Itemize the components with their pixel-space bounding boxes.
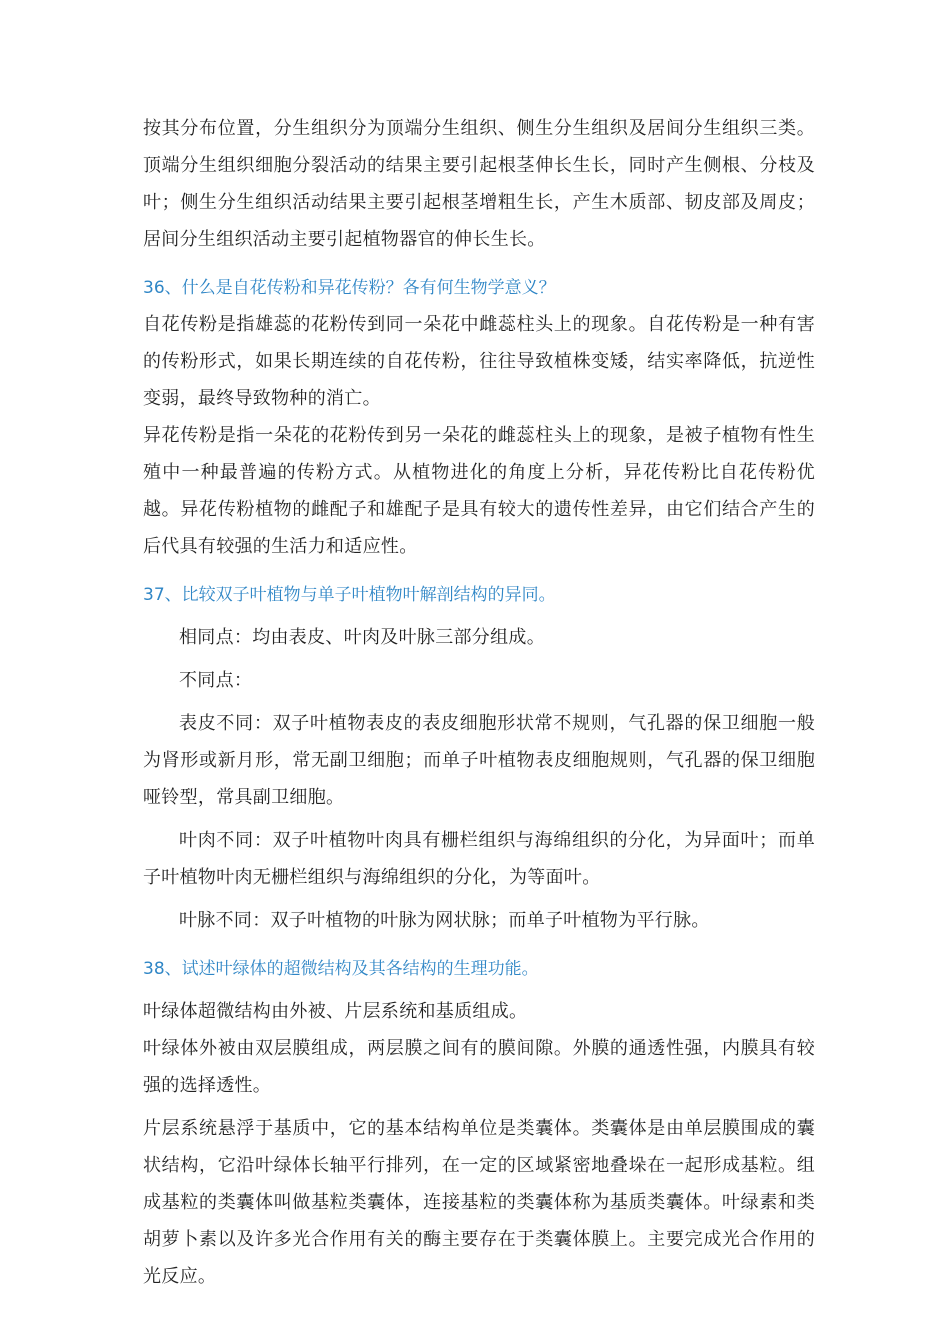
paragraph-differences-label: 不同点： <box>179 670 253 691</box>
document-page <box>143 110 815 1295</box>
paragraph-chloroplast-ultrastructure: 叶绿体超微结构由外被、片层系统和基质组成。 <box>143 1001 528 1022</box>
paragraph-cross-pollination: 异花传粉是指一朵花的花粉传到另一朵花的雌蕊柱头上的现象，是被子植物有性生殖中一种最普遍的传粉方式。从植物进化的角度上分析，异花传粉比自花传粉优越。异花传粉植物的雌配子和雄配子是具有较大的遗传性差异，由它们结合产生的后代具有较强的生活力和适应性。 <box>143 425 815 557</box>
paragraph-self-pollination: 自花传粉是指雄蕊的花粉传到同一朵花中雌蕊柱头上的现象。自花传粉是一种有害的传粉形式，如果长期连续的自花传粉，往往导致植株变矮，结实率降低，抗逆性变弱，最终导致物种的消亡。 <box>143 314 815 409</box>
question-38-heading: 38、试述叶绿体的超微结构及其各结构的生理功能。 <box>143 959 539 979</box>
paragraph-mesophyll-difference: 叶肉不同：双子叶植物叶肉具有栅栏组织与海绵组织的分化，为异面叶；而单子叶植物叶肉无栅栏组织与海绵组织的分化，为等面叶。 <box>143 830 815 888</box>
paragraph-vein-difference: 叶脉不同：双子叶植物的叶脉为网状脉；而单子叶植物为平行脉。 <box>179 910 710 931</box>
paragraph-epidermis-difference: 表皮不同：双子叶植物表皮的表皮细胞形状常不规则，气孔器的保卫细胞一般为肾形或新月形，常无副卫细胞；而单子叶植物表皮细胞规则，气孔器的保卫细胞哑铃型，常具副卫细胞。 <box>143 713 815 808</box>
paragraph-chloroplast-envelope: 叶绿体外被由双层膜组成，两层膜之间有的膜间隙。外膜的通透性强，内膜具有较强的选择透性。 <box>143 1038 815 1096</box>
paragraph-meristem-distribution: 按其分布位置，分生组织分为顶端分生组织、侧生分生组织及居间分生组织三类。顶端分生组织细胞分裂活动的结果主要引起根茎伸长生长，同时产生侧根、分枝及叶；侧生分生组织活动结果主要引起根茎增粗生长，产生木质部、韧皮部及周皮；居间分生组织活动主要引起植物器官的伸长生长。 <box>143 118 815 250</box>
paragraph-similarities: 相同点：均由表皮、叶肉及叶脉三部分组成。 <box>179 627 545 648</box>
question-37-heading: 37、比较双子叶植物与单子叶植物叶解剖结构的异同。 <box>143 585 556 605</box>
paragraph-lamellar-system: 片层系统悬浮于基质中，它的基本结构单位是类囊体。类囊体是由单层膜围成的囊状结构，它沿叶绿体长轴平行排列，在一定的区域紧密地叠垛在一起形成基粒。组成基粒的类囊体叫做基粒类囊体，连接基粒的类囊体称为基质类囊体。叶绿素和类胡萝卜素以及许多光合作用有关的酶主要存在于类囊体膜上。主要完成光合作用的光反应。 <box>143 1118 815 1287</box>
question-36-heading: 36、什么是自花传粉和异花传粉？各有何生物学意义？ <box>143 278 556 298</box>
